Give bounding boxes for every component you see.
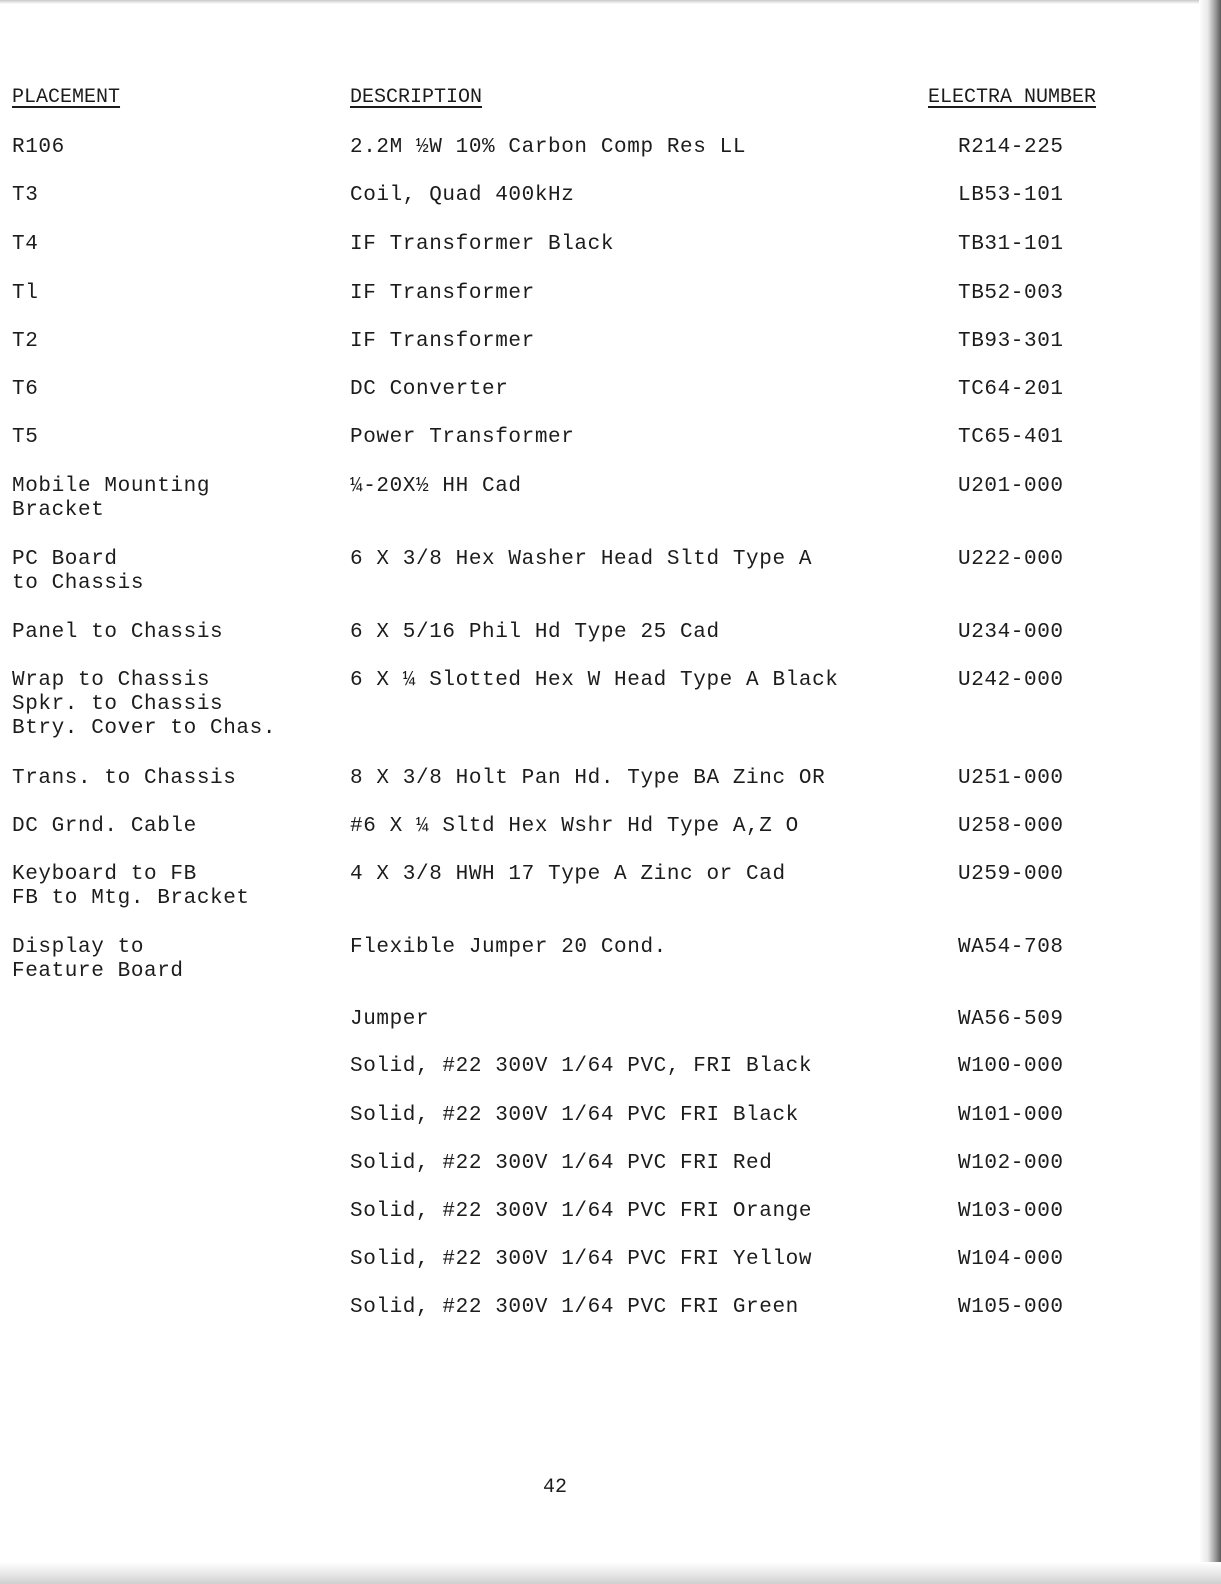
- row-electra-number: U242-000: [958, 669, 1064, 692]
- row-description: Solid, #22 300V 1/64 PVC FRI Red: [350, 1152, 773, 1175]
- row-description: 6 X 5/16 Phil Hd Type 25 Cad: [350, 621, 720, 644]
- row-description: DC Converter: [350, 378, 509, 401]
- row-description: 8 X 3/8 Holt Pan Hd. Type BA Zinc OR: [350, 767, 826, 790]
- scan-edge-top: [0, 0, 1221, 4]
- row-placement: Keyboard to FB FB to Mtg. Bracket: [12, 863, 250, 910]
- row-placement: R106: [12, 136, 65, 159]
- row-placement: T4: [12, 233, 39, 256]
- row-description: Solid, #22 300V 1/64 PVC FRI Orange: [350, 1200, 813, 1223]
- row-placement: T5: [12, 426, 39, 449]
- row-electra-number: U201-000: [958, 475, 1064, 498]
- row-placement: Trans. to Chassis: [12, 767, 237, 790]
- row-electra-number: W103-000: [958, 1200, 1064, 1223]
- row-description: Solid, #22 300V 1/64 PVC FRI Green: [350, 1296, 799, 1319]
- row-description: 4 X 3/8 HWH 17 Type A Zinc or Cad: [350, 863, 786, 886]
- row-description: ¼-20X½ HH Cad: [350, 475, 522, 498]
- row-placement: Display to Feature Board: [12, 936, 184, 983]
- row-description: Coil, Quad 400kHz: [350, 184, 575, 207]
- scan-edge-right: [1199, 0, 1221, 1584]
- row-description: Jumper: [350, 1008, 430, 1031]
- row-electra-number: U258-000: [958, 815, 1064, 838]
- row-electra-number: TB31-101: [958, 233, 1064, 256]
- row-description: IF Transformer: [350, 330, 535, 353]
- row-description: #6 X ¼ Sltd Hex Wshr Hd Type A,Z O: [350, 815, 799, 838]
- row-electra-number: WA54-708: [958, 936, 1064, 959]
- row-placement: T6: [12, 378, 39, 401]
- row-placement: Panel to Chassis: [12, 621, 224, 644]
- row-description: IF Transformer: [350, 282, 535, 305]
- row-electra-number: U222-000: [958, 548, 1064, 571]
- row-placement: Wrap to Chassis Spkr. to Chassis Btry. Cover to Chas.: [12, 669, 277, 740]
- row-electra-number: U234-000: [958, 621, 1064, 644]
- row-electra-number: TC65-401: [958, 426, 1064, 449]
- scan-edge-bottom: [0, 1562, 1221, 1584]
- row-placement: PC Board to Chassis: [12, 548, 145, 595]
- row-electra-number: TB93-301: [958, 330, 1064, 353]
- header-electra-number: ELECTRA NUMBER: [928, 86, 1097, 109]
- row-placement: T3: [12, 184, 39, 207]
- row-electra-number: W101-000: [958, 1104, 1064, 1127]
- row-electra-number: W104-000: [958, 1248, 1064, 1271]
- row-placement: T2: [12, 330, 39, 353]
- row-electra-number: W105-000: [958, 1296, 1064, 1319]
- page-number: 42: [543, 1476, 568, 1499]
- row-placement: DC Grnd. Cable: [12, 815, 197, 838]
- row-description: Solid, #22 300V 1/64 PVC, FRI Black: [350, 1055, 813, 1078]
- header-placement: PLACEMENT: [12, 86, 121, 109]
- row-electra-number: U259-000: [958, 863, 1064, 886]
- row-description: Power Transformer: [350, 426, 575, 449]
- row-description: 6 X ¼ Slotted Hex W Head Type A Black: [350, 669, 839, 692]
- row-description: 2.2M ½W 10% Carbon Comp Res LL: [350, 136, 747, 159]
- row-electra-number: W100-000: [958, 1055, 1064, 1078]
- row-electra-number: U251-000: [958, 767, 1064, 790]
- row-description: IF Transformer Black: [350, 233, 615, 256]
- row-description: Flexible Jumper 20 Cond.: [350, 936, 667, 959]
- row-electra-number: TB52-003: [958, 282, 1064, 305]
- row-placement: Tl: [12, 282, 39, 305]
- row-electra-number: WA56-509: [958, 1008, 1064, 1031]
- row-placement: Mobile Mounting Bracket: [12, 475, 211, 522]
- header-description: DESCRIPTION: [350, 86, 483, 109]
- row-electra-number: W102-000: [958, 1152, 1064, 1175]
- row-description: Solid, #22 300V 1/64 PVC FRI Black: [350, 1104, 799, 1127]
- row-electra-number: LB53-101: [958, 184, 1064, 207]
- row-electra-number: TC64-201: [958, 378, 1064, 401]
- row-description: Solid, #22 300V 1/64 PVC FRI Yellow: [350, 1248, 813, 1271]
- row-description: 6 X 3/8 Hex Washer Head Sltd Type A: [350, 548, 813, 571]
- row-electra-number: R214-225: [958, 136, 1064, 159]
